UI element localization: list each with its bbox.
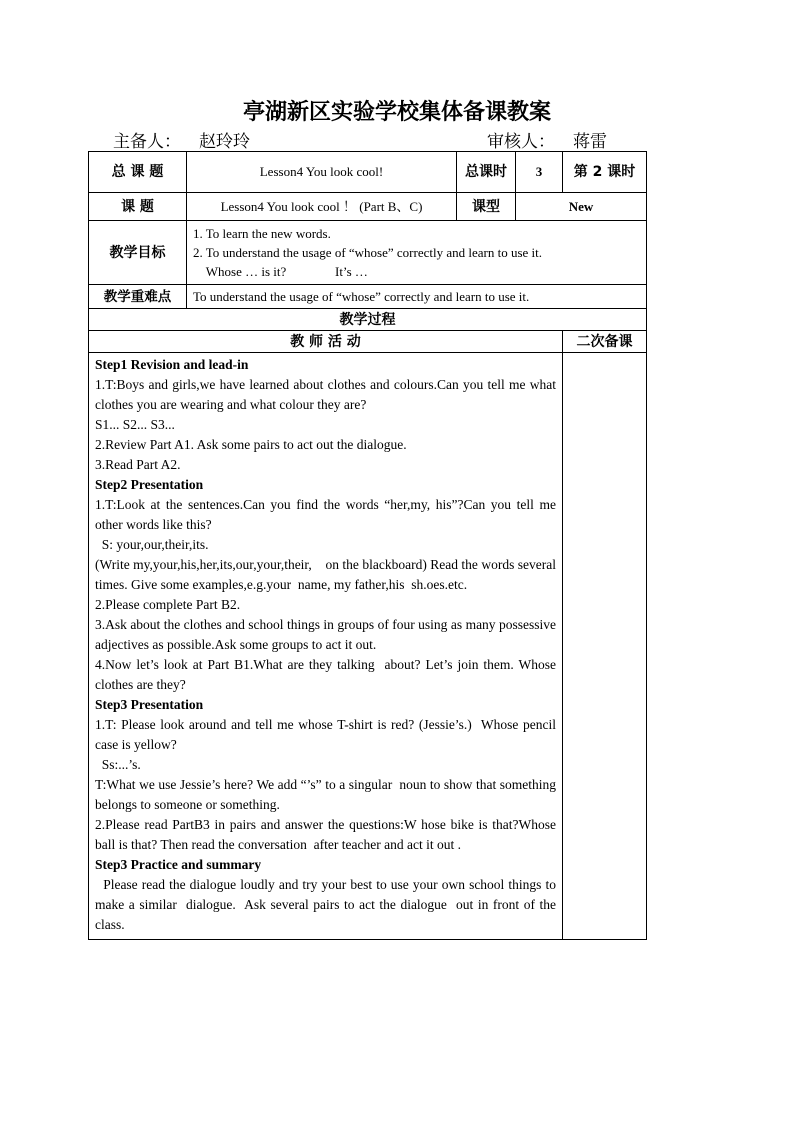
- goal-line: 2. To understand the usage of “whose” correctly and learn to use it.: [193, 245, 543, 260]
- lesson-label: 课 题: [89, 193, 187, 221]
- session-value: 第 2 课时: [563, 152, 647, 193]
- step-line: 2.Review Part A1. Ask some pairs to act out the dialogue.: [95, 437, 407, 452]
- type-value: New: [516, 193, 647, 221]
- step-line: 4.Now let’s look at Part B1.What are they talking about? Let’s join them. Whose clothes are they?: [95, 657, 560, 692]
- hours-label: 总课时: [457, 152, 516, 193]
- step-heading: Step2 Presentation: [95, 477, 204, 492]
- hours-value: 3: [516, 152, 563, 193]
- page-title: 亭湖新区实验学校集体备课教案: [242, 100, 551, 125]
- step-heading: Step1 Revision and lead-in: [95, 357, 249, 372]
- step-line: S1... S2... S3...: [95, 417, 175, 432]
- type-label: 课型: [457, 193, 516, 221]
- goals-content: [187, 221, 647, 285]
- teacher-activity-header: 教 师 活 动: [89, 331, 563, 353]
- reviewer-label: 审核人：: [487, 132, 555, 152]
- step-line: Please read the dialogue loudly and try your best to use your own school things to make a similar dialogue. Ask several pairs to act the dialogue out in front of the class.: [95, 877, 560, 932]
- focus-value: To understand the usage of “whose” correctly and learn to use it.: [187, 285, 647, 309]
- preparer-name: 赵玲玲: [199, 132, 250, 152]
- step-line: S: your,our,their,its.: [95, 537, 209, 552]
- goal-line: 1. To learn the new words.: [193, 226, 331, 241]
- step-heading: Step3 Presentation: [95, 697, 204, 712]
- second-prep-content: [563, 353, 647, 940]
- step-line: 2.Please read PartB3 in pairs and answer the questions:W hose bike is that?Whose ball is that? Then read the conversation after teacher and act it out .: [95, 817, 560, 852]
- goals-label: 教学目标: [89, 221, 187, 285]
- teacher-activity-content: [89, 353, 563, 940]
- step-line: 1.T:Boys and girls,we have learned about clothes and colours.Can you tell me what clothes you are wearing and what colour they are?: [95, 377, 560, 412]
- topic-value: Lesson4 You look cool!: [187, 152, 457, 193]
- step-line: 2.Please complete Part B2.: [95, 597, 241, 612]
- reviewer: [487, 127, 607, 152]
- goal-line: Whose … is it? It’s …: [193, 264, 368, 279]
- step-heading: Step3 Practice and summary: [95, 857, 262, 872]
- step-line: 1.T: Please look around and tell me whose T-shirt is red? (Jessie’s.) Whose pencil case is yellow?: [95, 717, 563, 752]
- step-line: 3.Read Part A2.: [95, 457, 181, 472]
- step-line: T:What we use Jessie’s here? We add “’s” to a singular noun to show that something belongs to someone or something.: [95, 777, 563, 812]
- preparer: [113, 127, 250, 152]
- step-line: 3.Ask about the clothes and school things in groups of four using as many possessive adjectives as possible.Ask some groups to act it out.: [95, 617, 560, 652]
- step-line: Ss:...’s.: [95, 757, 141, 772]
- preparer-label: 主备人：: [113, 132, 181, 152]
- step-line: (Write my,your,his,her,its,our,your,their, on the blackboard) Read the words several times. Give some examples,e.g.your name, my father,his sh.oes.etc.: [95, 557, 560, 592]
- process-label: 教学过程: [89, 309, 647, 331]
- focus-label: 教学重难点: [89, 285, 187, 309]
- reviewer-name: 蒋雷: [573, 132, 607, 152]
- topic-label: 总 课 题: [89, 152, 187, 193]
- second-prep-header: 二次备课: [563, 331, 647, 353]
- step-line: 1.T:Look at the sentences.Can you find the words “her,my, his”?Can you tell me other words like this?: [95, 497, 560, 532]
- lesson-value: Lesson4 You look cool ！ (Part B、C): [187, 193, 457, 221]
- lesson-plan-table: [88, 151, 647, 940]
